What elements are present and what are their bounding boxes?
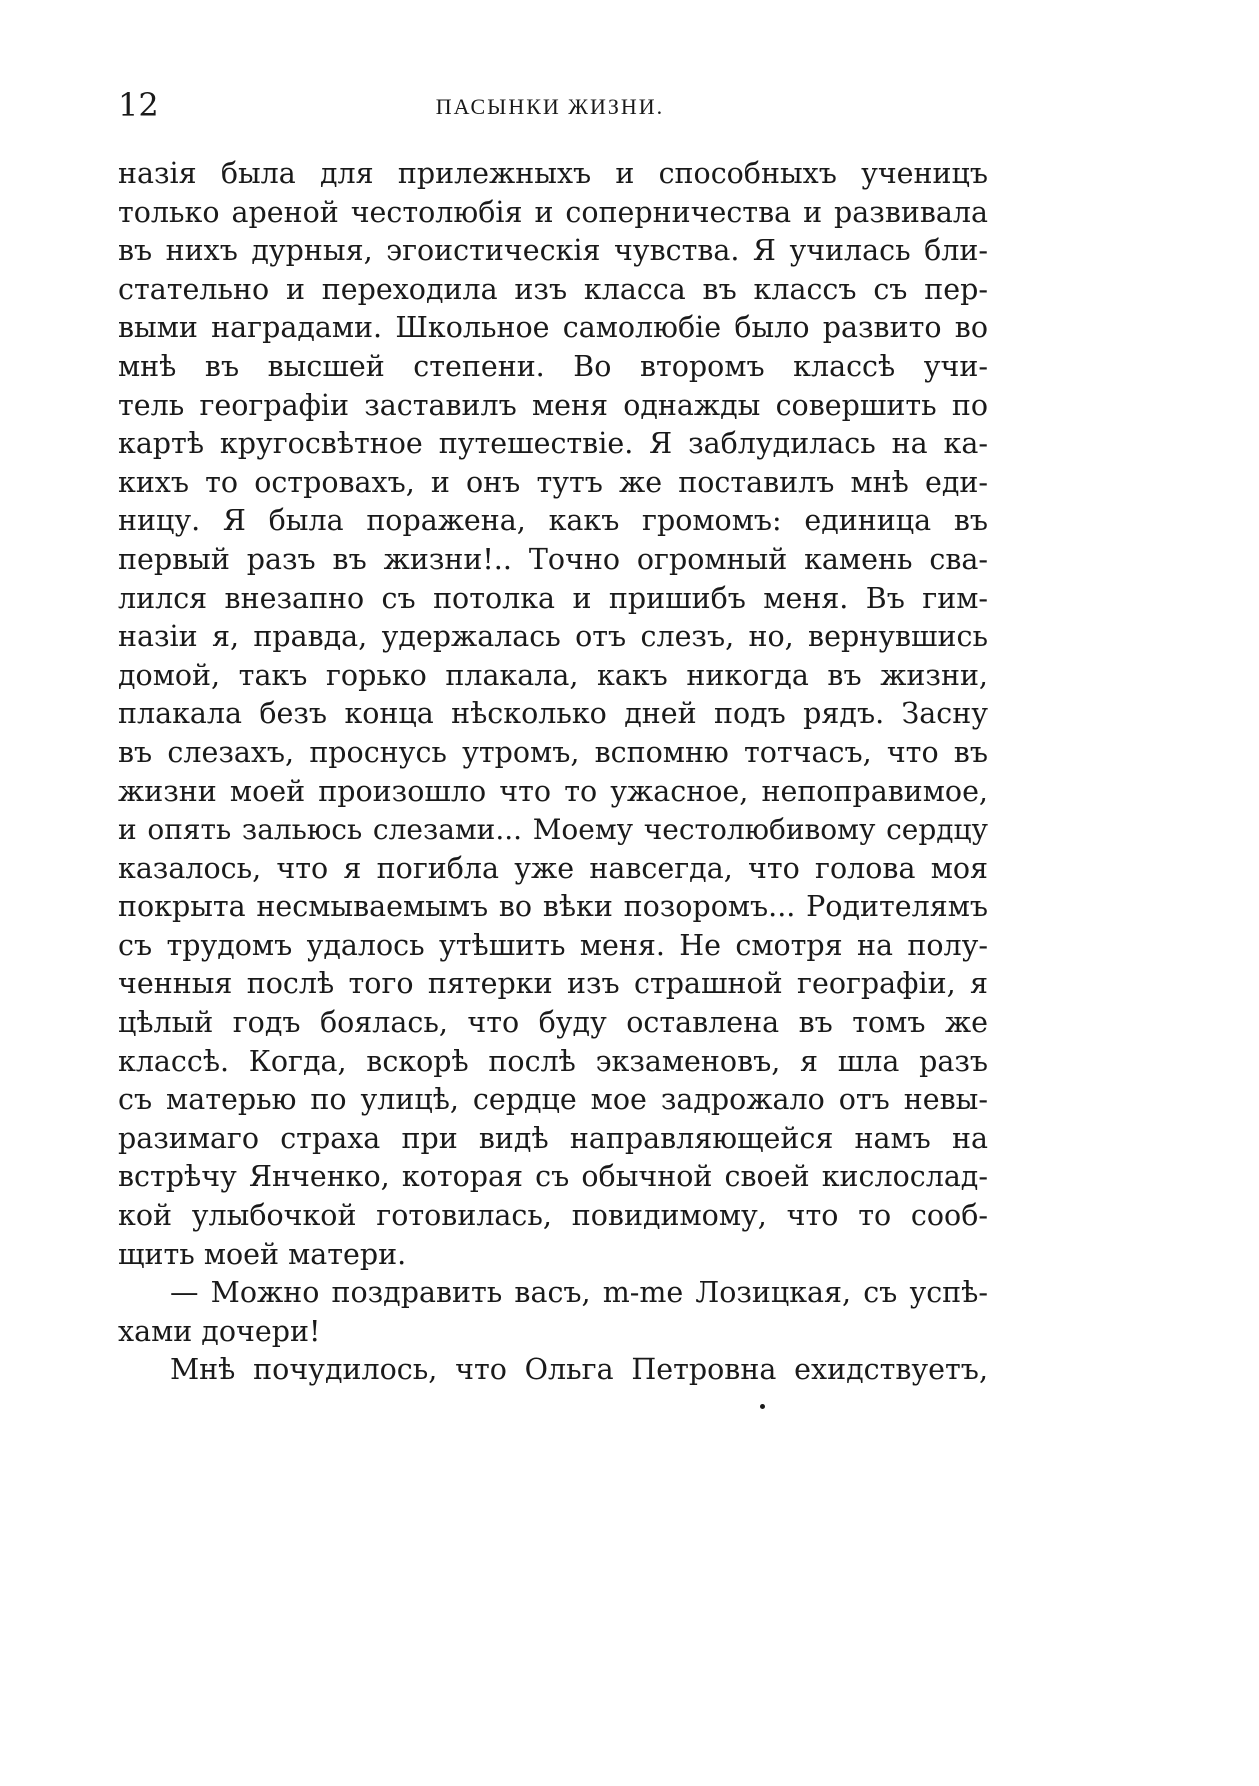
printer-dot-mark (760, 1404, 765, 1409)
text-line: мнѣ въ высшей степени. Во второмъ классѣ учи- (118, 349, 988, 383)
text-line: ченныя послѣ того пятерки изъ страшной географіи, я (118, 967, 988, 1001)
body-text (118, 155, 988, 1390)
text-line: въ слезахъ, проснусь утромъ, вспомню тотчасъ, что въ (118, 735, 988, 769)
text-line: лился внезапно съ потолка и пришибъ меня. Въ гим- (118, 581, 988, 615)
text-line: кой улыбочкой готовилась, повидимому, что то сооб- (118, 1199, 988, 1233)
running-title: ПАСЫНКИ ЖИЗНИ. (435, 94, 665, 119)
text-line: назіи я, правда, удержалась отъ слезъ, но, вернувшись (118, 620, 988, 654)
text-line: казалось, что я погибла уже навсегда, что голова моя (118, 851, 988, 885)
text-line: плакала безъ конца нѣсколько дней подъ рядъ. Засну (118, 697, 988, 731)
text-line: встрѣчу Янченко, которая съ обычной своей кислослад- (118, 1160, 988, 1194)
text-line: съ матерью по улицѣ, сердце мое задрожало отъ невы- (118, 1083, 988, 1117)
text-line: покрыта несмываемымъ во вѣки позоромъ... Родителямъ (118, 890, 988, 924)
text-line: стательно и переходила изъ класса въ классъ съ пер- (118, 272, 988, 306)
text-line: назія была для прилежныхъ и способныхъ ученицъ (118, 157, 988, 190)
text-line: тель географіи заставилъ меня однажды совершить по (118, 388, 988, 422)
text-line: цѣлый годъ боялась, что буду оставлена въ томъ же (118, 1006, 988, 1040)
text-line: съ трудомъ удалось утѣшить меня. Не смотря на полу- (118, 928, 988, 962)
text-line: домой, такъ горько плакала, какъ никогда въ жизни, (118, 658, 988, 692)
text-line: разимаго страха при видѣ направляющейся намъ на (118, 1121, 988, 1155)
page-number: 12 (118, 86, 159, 124)
text-line: картѣ кругосвѣтное путешествіе. Я заблудилась на ка- (118, 427, 988, 461)
text-line: кихъ то островахъ, и онъ тутъ же поставилъ мнѣ еди- (118, 465, 988, 499)
text-line: Мнѣ почудилось, что Ольга Петровна ехидствуетъ, (170, 1353, 988, 1387)
text-line: щить моей матери. (118, 1237, 407, 1271)
text-line: первый разъ въ жизни!.. Точно огромный камень сва- (118, 542, 988, 576)
text-line: выми наградами. Школьное самолюбіе было развито во (118, 311, 988, 345)
text-line: въ нихъ дурныя, эгоистическія чувства. Я училась бли- (118, 234, 988, 268)
text-line: хами дочери! (118, 1314, 321, 1348)
text-line: только ареной честолюбія и соперничества и развивала (118, 195, 988, 229)
text-line: ницу. Я была поражена, какъ громомъ: единица въ (118, 504, 988, 538)
text-line: классѣ. Когда, вскорѣ послѣ экзаменовъ, я шла разъ (118, 1044, 988, 1078)
text-line: жизни моей произошло что то ужасное, непоправимое, (118, 774, 988, 808)
text-line: — Можно поздравить васъ, m-me Лозицкая, съ успѣ- (170, 1276, 988, 1310)
text-line: и опять зальюсь слезами... Моему честолюбивому сердцу (118, 813, 988, 847)
